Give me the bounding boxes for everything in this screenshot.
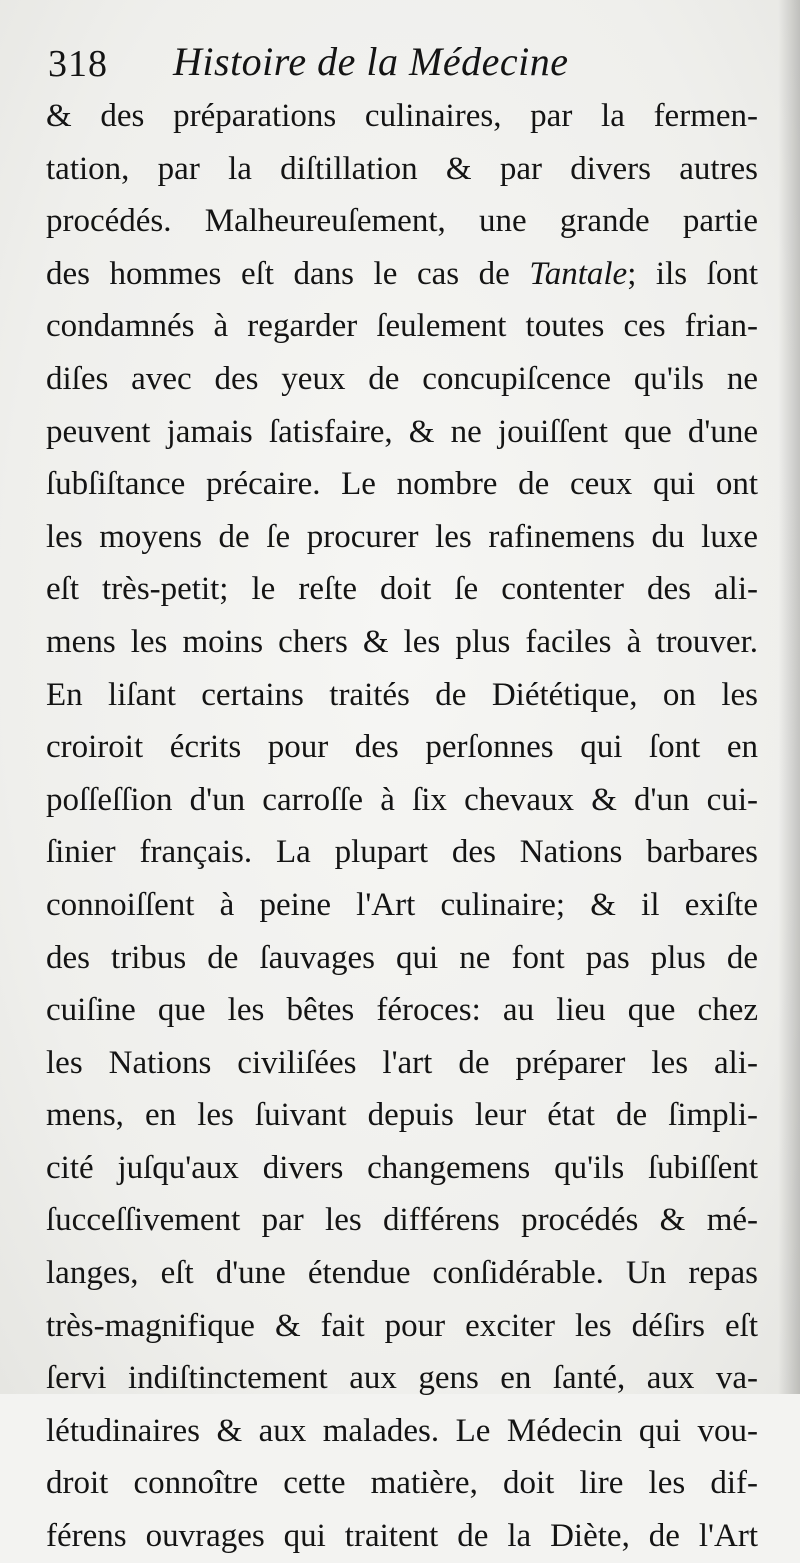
page-header	[48, 38, 748, 94]
text-line: peuvent jamais ſatisfaire, & ne jouiſſent que d'une	[46, 413, 758, 450]
text-line: langes, eſt d'une étendue conſidérable. Un repas	[46, 1255, 758, 1292]
text-line: En liſant certains traités de Diététique, on les	[46, 676, 758, 713]
text-line: tation, par la diſtillation & par divers autres	[46, 150, 758, 187]
text-line: & des préparations culinaires, par la fermen-	[46, 98, 758, 134]
page-edge-shadow	[778, 0, 800, 1394]
text-line: droit connoître cette matière, doit lire les dif-	[46, 1465, 758, 1502]
text-line: mens, en les ſuivant depuis leur état de ſimpli-	[46, 1097, 758, 1134]
text-line: les moyens de ſe procurer les rafinemens du luxe	[46, 518, 758, 555]
text-line: mens les moins chers & les plus faciles à trouver.	[46, 623, 758, 660]
text-line: des hommes eſt dans le cas de Tantale; ils ſont	[46, 255, 758, 292]
text-line: létudinaires & aux malades. Le Médecin qui vou-	[46, 1412, 758, 1449]
text-line: connoiſſent à peine l'Art culinaire; & il exiſte	[46, 886, 758, 923]
text-line: poſſeſſion d'un carroſſe à ſix chevaux & d'un cui-	[46, 781, 758, 818]
text-line: ſervi indiſtinctement aux gens en ſanté, aux va-	[46, 1360, 758, 1397]
text-line: ſinier français. La plupart des Nations barbares	[46, 834, 758, 871]
text-line: croiroit écrits pour des perſonnes qui ſont en	[46, 729, 758, 766]
text-line: condamnés à regarder ſeulement toutes ces frian-	[46, 308, 758, 345]
text-line: cité juſqu'aux divers changemens qu'ils ſubiſſent	[46, 1149, 758, 1186]
text-line: diſes avec des yeux de concupiſcence qu'ils ne	[46, 360, 758, 397]
text-line: ſucceſſivement par les différens procédés & mé-	[46, 1202, 758, 1239]
text-line: les Nations civiliſées l'art de préparer les ali-	[46, 1044, 758, 1081]
italic-word: Tantale	[529, 255, 628, 292]
text-line: eſt très-petit; le reſte doit ſe contenter des ali-	[46, 571, 758, 608]
text-line: ſubſiſtance précaire. Le nombre de ceux qui ont	[46, 466, 758, 503]
body-text	[46, 90, 758, 1563]
text-line: férens ouvrages qui traitent de la Diète, de l'Art	[46, 1518, 758, 1555]
running-title: Histoire de la Médecine	[173, 39, 569, 84]
text-line: procédés. Malheureuſement, une grande partie	[46, 203, 758, 240]
page-number: 318	[48, 43, 108, 85]
text-line: très-magnifique & fait pour exciter les déſirs eſt	[46, 1307, 758, 1344]
text-line: cuiſine que les bêtes féroces: au lieu que chez	[46, 992, 758, 1029]
text-line: des tribus de ſauvages qui ne font pas plus de	[46, 939, 758, 976]
